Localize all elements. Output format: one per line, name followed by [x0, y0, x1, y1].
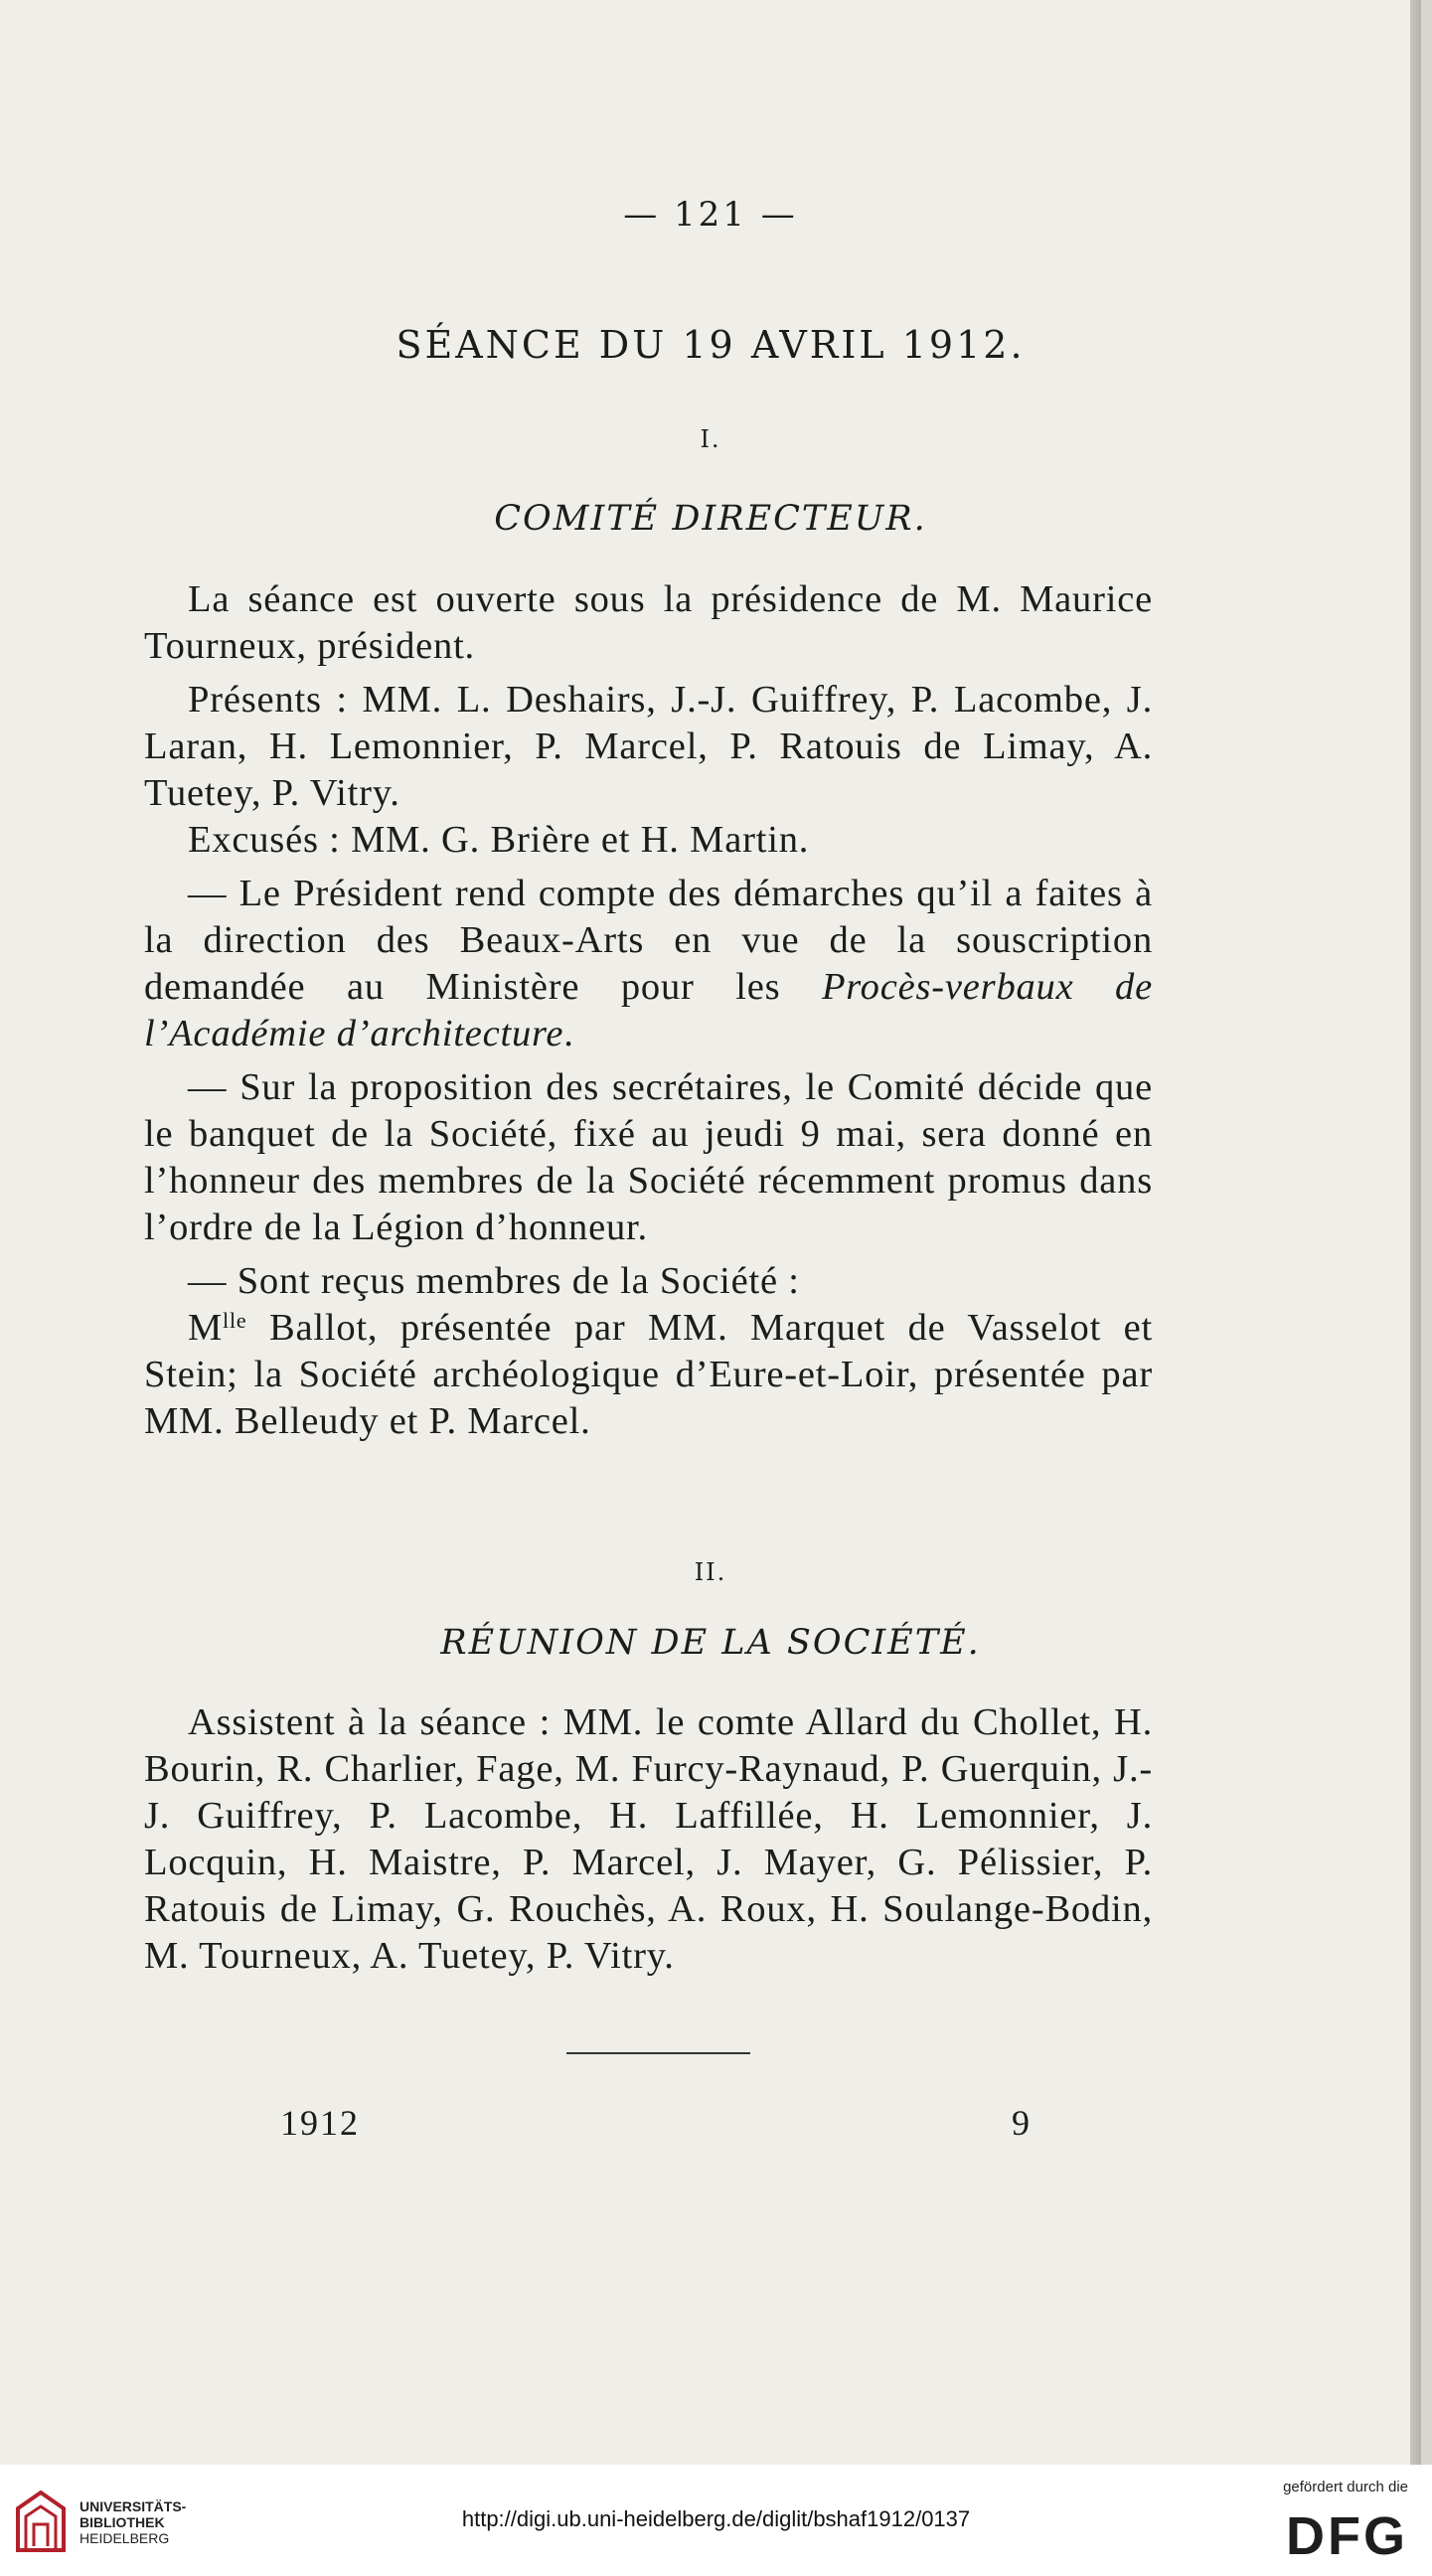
- text-run: — Le Président rend compte des démarches qu’il a faites à la direction des Beaux-Arts en vue de la souscription demandée au Ministère pour les: [144, 873, 1153, 1008]
- section-number-1: I.: [700, 425, 721, 453]
- paragraph-banquet: — Sur la proposition des secrétaires, le Comité décide que le banquet de la Société, fixé au jeudi 9 mai, sera donné en l’honneur des membres de la Société récemment promus dans l’ordre de la Légion d’honneur.: [144, 1066, 1153, 1248]
- dfg-logo: DFG: [1286, 2506, 1408, 2566]
- signature-year: 1912: [280, 2103, 360, 2143]
- footnote-rule: [566, 2052, 750, 2054]
- section-number-2: II.: [694, 1558, 727, 1586]
- paragraph-new-members: — Sont reçus membres de la Société :: [188, 1260, 800, 1302]
- italic-title: Procès-verbaux de l’Académie d’architecture: [144, 966, 1153, 1054]
- text-run: M: [188, 1307, 224, 1349]
- library-name-line: HEIDELBERG: [80, 2530, 170, 2546]
- section-body-1: [144, 576, 1153, 1452]
- permalink-url[interactable]: http://digi.ub.uni-heidelberg.de/diglit/bshaf1912/0137: [461, 2506, 971, 2531]
- paragraph-members-list: [144, 1305, 1153, 1445]
- funding-note: gefördert durch die: [1283, 2479, 1408, 2496]
- text-run: Ballot, présentée par MM. Marquet de Vasselot et Stein; la Société archéologique d’Eure-et-Loir, présentée par MM. Belleudy et P. Marcel.: [144, 1307, 1153, 1442]
- paragraph-presents: Présents : MM. L. Deshairs, J.-J. Guiffrey, P. Lacombe, J. Laran, H. Lemonnier, P. Marcel, P. Ratouis de Limay, A. Tuetey, P. Vitry.: [144, 679, 1153, 814]
- section-body-2: [144, 1699, 1153, 1987]
- paragraph-souscription: [144, 871, 1153, 1057]
- viewer-footer: [0, 2465, 1432, 2576]
- section-heading-1: COMITÉ DIRECTEUR.: [494, 499, 927, 539]
- signature-mark: 9: [1012, 2103, 1030, 2143]
- paragraph-attendees: Assistent à la séance : MM. le comte Allard du Chollet, H. Bourin, R. Charlier, Fage, M. Furcy-Raynaud, P. Guerquin, J.-J. Guiffrey, P. Lacombe, H. Laffillée, H. Lemonnier, J. Locquin, H. Maistre, P. Marcel, J. Mayer, G. Pélissier, P. Ratouis de Limay, G. Rouchès, A. Roux, H. Soulange-Bodin, M. Tourneux, A. Tuetey, P. Vitry.: [144, 1701, 1153, 1977]
- page-title: SÉANCE DU 19 AVRIL 1912.: [396, 323, 1026, 367]
- paragraph-opening: La séance est ouverte sous la présidence de M. Maurice Tourneux, président.: [144, 578, 1153, 667]
- text-run: .: [563, 1013, 574, 1054]
- running-head: — 121 —: [623, 195, 798, 235]
- page-edge: [1410, 0, 1421, 2465]
- library-name-line: BIBLIOTHEK: [80, 2514, 165, 2530]
- library-name-line: UNIVERSITÄTS-: [80, 2498, 187, 2514]
- superscript: lle: [223, 1308, 247, 1333]
- section-heading-2: RÉUNION DE LA SOCIÉTÉ.: [440, 1623, 981, 1663]
- paragraph-excuses: Excusés : MM. G. Brière et H. Martin.: [188, 819, 810, 861]
